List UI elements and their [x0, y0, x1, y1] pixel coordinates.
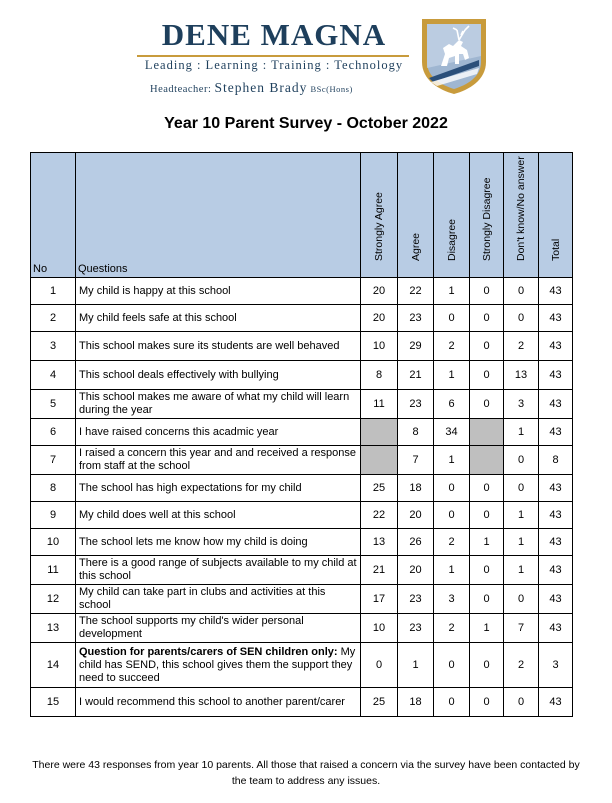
disagree-cell: 1 [434, 446, 470, 475]
row-question: My child does well at this school [76, 502, 361, 529]
dont-know-cell: 0 [504, 278, 539, 305]
disagree-cell: 34 [434, 419, 470, 446]
agree-cell: 23 [398, 614, 434, 643]
strongly-disagree-cell: 0 [470, 332, 504, 361]
total-cell: 43 [539, 278, 573, 305]
agree-cell: 18 [398, 688, 434, 717]
survey-results-table [30, 152, 573, 717]
strongly-disagree-cell: 0 [470, 556, 504, 585]
strongly-disagree-cell: 0 [470, 585, 504, 614]
dont-know-cell: 0 [504, 446, 539, 475]
row-question: This school makes sure its students are well behaved [76, 332, 361, 361]
row-question: The school has high expectations for my child [76, 475, 361, 502]
strongly-disagree-cell: 1 [470, 614, 504, 643]
row-question: I have raised concerns this acadmic year [76, 419, 361, 446]
disagree-cell: 1 [434, 278, 470, 305]
strongly-disagree-cell: 0 [470, 502, 504, 529]
row-no: 7 [31, 446, 76, 475]
table-row [31, 390, 573, 419]
dont-know-cell: 2 [504, 332, 539, 361]
agree-cell: 20 [398, 502, 434, 529]
strongly-agree-cell: 10 [361, 332, 398, 361]
disagree-cell: 0 [434, 305, 470, 332]
header-strongly-agree: Strongly Agree [361, 153, 398, 278]
school-motto: Leading : Learning : Training : Technology [144, 58, 404, 72]
row-no: 3 [31, 332, 76, 361]
table-row [31, 502, 573, 529]
headteacher-name: Stephen Brady [214, 80, 308, 95]
table-row [31, 688, 573, 717]
row-no: 10 [31, 529, 76, 556]
strongly-disagree-cell: 0 [470, 688, 504, 717]
table-row [31, 305, 573, 332]
strongly-disagree-cell: 0 [470, 305, 504, 332]
row-question: My child is happy at this school [76, 278, 361, 305]
strongly-agree-cell: 20 [361, 278, 398, 305]
disagree-cell: 6 [434, 390, 470, 419]
agree-cell: 18 [398, 475, 434, 502]
table-row [31, 614, 573, 643]
agree-cell: 21 [398, 361, 434, 390]
disagree-cell: 1 [434, 556, 470, 585]
agree-cell: 1 [398, 643, 434, 688]
agree-cell: 7 [398, 446, 434, 475]
row-question: This school deals effectively with bullying [76, 361, 361, 390]
disagree-cell: 0 [434, 502, 470, 529]
row-question: My child feels safe at this school [76, 305, 361, 332]
total-cell: 43 [539, 614, 573, 643]
row-no: 8 [31, 475, 76, 502]
total-cell: 8 [539, 446, 573, 475]
strongly-disagree-cell: 0 [470, 390, 504, 419]
strongly-agree-cell: 20 [361, 305, 398, 332]
row-question: There is a good range of subjects available to my child at this school [76, 556, 361, 585]
row-no: 13 [31, 614, 76, 643]
row-no: 5 [31, 390, 76, 419]
strongly-disagree-cell: 0 [470, 361, 504, 390]
disagree-cell: 0 [434, 643, 470, 688]
strongly-agree-cell: 22 [361, 502, 398, 529]
row-no: 14 [31, 643, 76, 688]
disagree-cell: 2 [434, 614, 470, 643]
table-row [31, 475, 573, 502]
strongly-agree-cell [361, 446, 398, 475]
dont-know-cell: 2 [504, 643, 539, 688]
row-question: My child can take part in clubs and activities at this school [76, 585, 361, 614]
header-strongly-disagree: Strongly Disagree [470, 153, 504, 278]
table-row [31, 332, 573, 361]
row-no: 11 [31, 556, 76, 585]
header-agree: Agree [398, 153, 434, 278]
letterhead [0, 0, 612, 110]
table-row [31, 529, 573, 556]
strongly-agree-cell: 25 [361, 475, 398, 502]
total-cell: 43 [539, 390, 573, 419]
strongly-agree-cell: 17 [361, 585, 398, 614]
dont-know-cell: 1 [504, 502, 539, 529]
agree-cell: 22 [398, 278, 434, 305]
agree-cell: 8 [398, 419, 434, 446]
row-question: This school makes me aware of what my child will learn during the year [76, 390, 361, 419]
dont-know-cell: 0 [504, 475, 539, 502]
row-no: 15 [31, 688, 76, 717]
sen-question-prefix: Question for parents/carers of SEN children only: [79, 645, 338, 658]
strongly-agree-cell: 8 [361, 361, 398, 390]
total-cell: 43 [539, 305, 573, 332]
total-cell: 3 [539, 643, 573, 688]
row-no: 12 [31, 585, 76, 614]
headteacher-line [150, 80, 353, 96]
strongly-disagree-cell: 0 [470, 475, 504, 502]
strongly-disagree-cell: 0 [470, 278, 504, 305]
agree-cell: 23 [398, 305, 434, 332]
strongly-agree-cell: 25 [361, 688, 398, 717]
table-row [31, 556, 573, 585]
dont-know-cell: 7 [504, 614, 539, 643]
gold-divider [137, 55, 409, 57]
header-no: No [31, 153, 76, 278]
total-cell: 43 [539, 475, 573, 502]
disagree-cell: 0 [434, 688, 470, 717]
row-question: I raised a concern this year and and received a response from staff at the school [76, 446, 361, 475]
disagree-cell: 2 [434, 529, 470, 556]
dont-know-cell: 0 [504, 585, 539, 614]
row-question: The school supports my child's wider personal development [76, 614, 361, 643]
row-no: 6 [31, 419, 76, 446]
table-row [31, 643, 573, 688]
agree-cell: 20 [398, 556, 434, 585]
dont-know-cell: 0 [504, 305, 539, 332]
row-no: 1 [31, 278, 76, 305]
dont-know-cell: 0 [504, 688, 539, 717]
total-cell: 43 [539, 332, 573, 361]
total-cell: 43 [539, 419, 573, 446]
strongly-disagree-cell [470, 446, 504, 475]
table-header-row [31, 153, 573, 278]
total-cell: 43 [539, 585, 573, 614]
dont-know-cell: 1 [504, 529, 539, 556]
school-name: DENE MAGNA [161, 17, 387, 52]
total-cell: 43 [539, 688, 573, 717]
strongly-agree-cell: 21 [361, 556, 398, 585]
strongly-agree-cell: 13 [361, 529, 398, 556]
disagree-cell: 0 [434, 475, 470, 502]
strongly-agree-cell: 0 [361, 643, 398, 688]
row-no: 9 [31, 502, 76, 529]
agree-cell: 29 [398, 332, 434, 361]
strongly-disagree-cell: 1 [470, 529, 504, 556]
disagree-cell: 2 [434, 332, 470, 361]
header-questions: Questions [76, 153, 361, 278]
dont-know-cell: 13 [504, 361, 539, 390]
table-row [31, 446, 573, 475]
total-cell: 43 [539, 502, 573, 529]
stag-crest-icon [419, 16, 489, 96]
total-cell: 43 [539, 361, 573, 390]
row-question: I would recommend this school to another parent/carer [76, 688, 361, 717]
row-question: The school lets me know how my child is doing [76, 529, 361, 556]
table-row [31, 361, 573, 390]
table-row [31, 585, 573, 614]
disagree-cell: 1 [434, 361, 470, 390]
dont-know-cell: 1 [504, 556, 539, 585]
header-disagree: Disagree [434, 153, 470, 278]
total-cell: 43 [539, 529, 573, 556]
total-cell: 43 [539, 556, 573, 585]
agree-cell: 23 [398, 390, 434, 419]
strongly-disagree-cell: 0 [470, 643, 504, 688]
agree-cell: 26 [398, 529, 434, 556]
row-no: 2 [31, 305, 76, 332]
headteacher-label: Headteacher: [150, 84, 212, 95]
strongly-agree-cell [361, 419, 398, 446]
table-row [31, 278, 573, 305]
header-dont-know: Don't know/No answer [504, 153, 539, 278]
dont-know-cell: 3 [504, 390, 539, 419]
row-no: 4 [31, 361, 76, 390]
disagree-cell: 3 [434, 585, 470, 614]
page-title: Year 10 Parent Survey - October 2022 [164, 115, 448, 132]
headteacher-qualification: BSc(Hons) [310, 84, 353, 94]
sen-question-text: My child has SEND, this school gives them the support they need to succeed [79, 645, 356, 684]
footnote: There were 43 responses from year 10 parents. All those that raised a concern via the survey have been contacted by the team to address any issues. [32, 759, 580, 787]
header-total: Total [539, 153, 573, 278]
strongly-agree-cell: 11 [361, 390, 398, 419]
agree-cell: 23 [398, 585, 434, 614]
strongly-disagree-cell [470, 419, 504, 446]
row-question [76, 643, 361, 688]
table-row [31, 419, 573, 446]
strongly-agree-cell: 10 [361, 614, 398, 643]
dont-know-cell: 1 [504, 419, 539, 446]
